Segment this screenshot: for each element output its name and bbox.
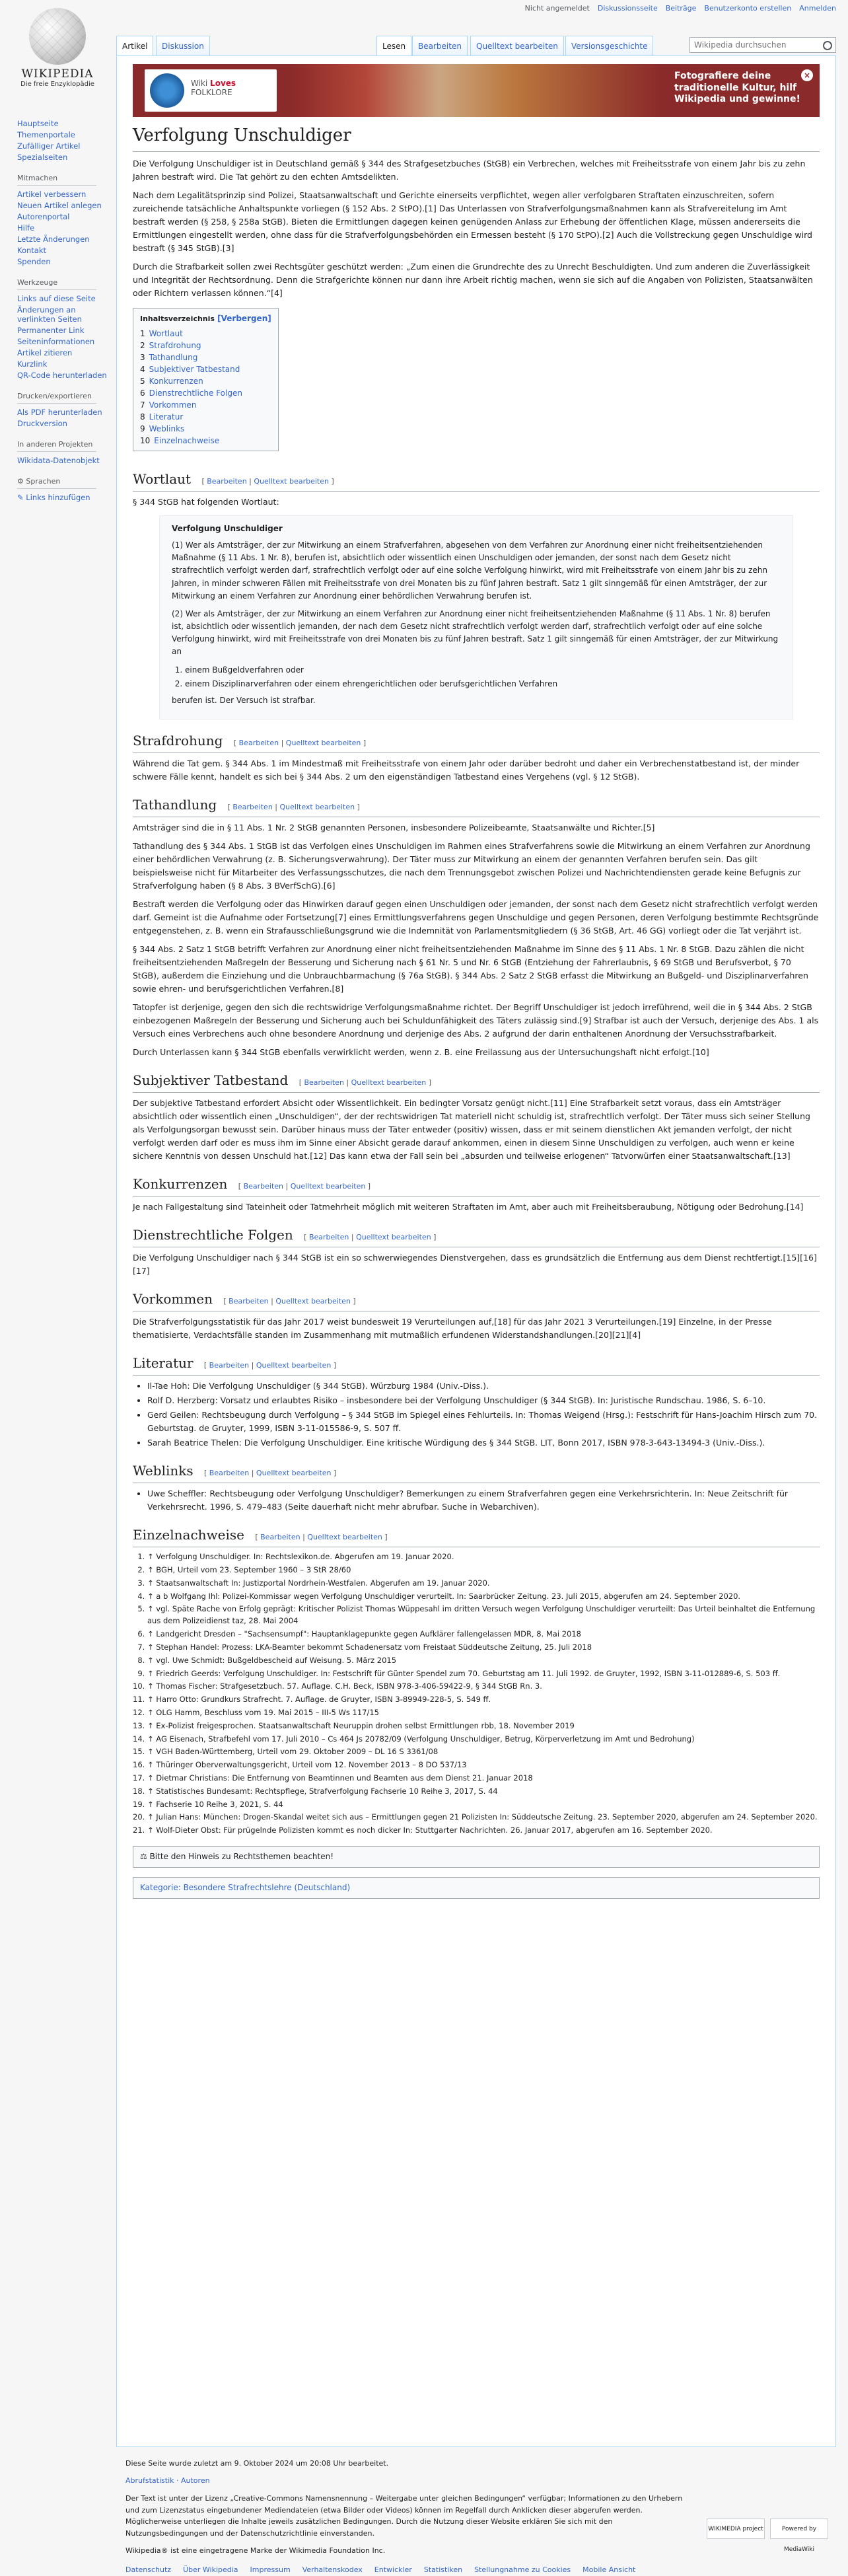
toc-entry-number: 3 xyxy=(140,352,145,362)
wikipedia-logo[interactable] xyxy=(15,8,100,88)
law-abs-1: (1) Wer als Amtsträger, der zur Mitwirkung an einem Strafverfahren, abgesehen von dem Verfahren zur Anordnung einer nicht freiheitsentziehenden Maßnahme (§ 11 Abs. 1 Nr. 8), berufen ist, absichtlich oder wissentlich einen Unschuldigen oder jemanden, der sonst nach dem Gesetz nicht strafrechtlich verfolgt werden darf, strafrechtlich verfolgt oder auf eine solche Verfolgung hinwirkt, wird mit Freiheitsstrafe von einem Jahr bis zu zehn Jahren, in minder schweren Fällen mit Freiheitsstrafe von drei Monaten bis zu fünf Jahren bestraft. Satz 1 gilt sinngemäß für einen Amtsträger, der zur Mitwirkung an einem Verfahren zur Anordnung einer behördlichen Verwahrung berufen ist. xyxy=(172,540,767,601)
sidebar-item-wikidata[interactable]: Wikidata-Datenobjekt xyxy=(17,456,100,465)
sidebar-divider xyxy=(17,289,96,290)
list-item: • Rolf D. Herzberg: Vorsatz und erlaubtes Risiko – insbesondere bei der Verfolgung Unschuldiger (§ 344 StGB). In: Juristische Rundschau. 1986, S. 6–10. xyxy=(147,1394,820,1407)
toc-entry-number: 8 xyxy=(140,412,145,422)
sidebar-divider xyxy=(17,451,96,452)
banner-folklore: FOLKLORE xyxy=(191,88,232,98)
not-logged-in-label: Nicht angemeldet xyxy=(524,4,590,13)
section-edit-links: [ Bearbeiten | Quelltext bearbeiten ] xyxy=(299,1078,432,1087)
reference-item[interactable]: 18. ↑ Statistisches Bundesamt: Rechtspflege, Strafverfolgung Fachserie 10 Reihe 3, 2017, S. 44 xyxy=(147,1786,820,1798)
list-item: 1. einem Bußgeldverfahren oder xyxy=(185,664,781,677)
tab-lesen[interactable]: Lesen xyxy=(376,36,411,55)
sidebar-divider xyxy=(17,185,96,186)
law-list xyxy=(185,664,781,690)
edit-source-link[interactable]: Quelltext bearbeiten xyxy=(256,1361,332,1370)
law-quote-title: Verfolgung Unschuldiger xyxy=(172,523,283,533)
toc-entry[interactable] xyxy=(140,387,271,399)
section-heading-dienst xyxy=(133,1224,820,1247)
edit-source-link[interactable]: Quelltext bearbeiten xyxy=(256,1469,332,1478)
reference-item[interactable]: 12. ↑ OLG Hamm, Beschluss vom 19. Mai 2015 – III-5 Ws 117/15 xyxy=(147,1707,820,1719)
edit-link[interactable]: Bearbeiten xyxy=(304,1078,344,1087)
list-item: 2. einem Disziplinarverfahren oder einem ehrengerichtlichen oder berufsgerichtlichen Verfahren xyxy=(185,678,781,690)
tab-quelltext[interactable]: Quelltext bearbeiten xyxy=(470,36,564,55)
toc-entry-number: 9 xyxy=(140,423,145,433)
create-account-link[interactable]: Benutzerkonto erstellen xyxy=(704,4,792,13)
footer-link[interactable]: Statistiken xyxy=(423,2565,463,2575)
toc-entry[interactable] xyxy=(140,328,271,340)
list-item: • Sarah Beatrice Thelen: Die Verfolgung Unschuldiger. Eine kritische Würdigung des § 344 StGB. LIT, Bonn 2017, ISBN 978-3-643-13494-3 (Univ.-Diss.). xyxy=(147,1436,820,1450)
tathandlung-paragraph: Tatopfer ist derjenige, gegen den sich die rechtswidrige Verfolgungsmaßnahme richtet. Der Begriff Unschuldiger ist jedoch irreführend, weil die in § 344 Abs. 2 StGB einbezogenen Maßregeln der Besserung und Sicherung auch bei Schuldunfähigkeit des Täters zulässig sind.[9] Strafbar ist auch der Versuch, derjenige des Abs. 1 als Versuch eines Verbrechens auch ohne besondere Anordnung und derjenige des Abs. 2 aufgrund der darin enthaltenen Anordnung der Versuchsstrafbarkeit. xyxy=(133,1002,819,1039)
section-heading-literatur xyxy=(133,1352,820,1376)
literatur-list xyxy=(147,1380,820,1450)
footer-link[interactable]: Datenschutz xyxy=(125,2565,172,2575)
sidebar-heading-mitmachen: Mitmachen xyxy=(17,174,58,182)
tathandlung-paragraph: Amtsträger sind die in § 11 Abs. 1 Nr. 2 StGB genannten Personen, insbesondere Polizeibeamte, Staatsanwälte und Richter.[5] xyxy=(133,823,655,833)
sidebar-nav xyxy=(17,119,115,162)
section-edit-links: [ Bearbeiten | Quelltext bearbeiten ] xyxy=(238,1182,371,1191)
banner-wiki: Wiki xyxy=(191,79,208,88)
sidebar-heading-werkzeuge: Werkzeuge xyxy=(17,278,58,287)
reference-item[interactable]: 6. ↑ Landgericht Dresden – "Sachsensumpf": Hauptanklagepunkte gegen Aufklärer fallengelassen MDR, 8. Mai 2018 xyxy=(147,1629,820,1640)
toc-entry[interactable] xyxy=(140,435,271,447)
sidebar-item-aenderungen-verlinkt[interactable]: Änderungen an verlinkten Seiten xyxy=(17,305,82,324)
section-heading-einzelnachweise xyxy=(133,1524,820,1547)
edit-link[interactable]: Bearbeiten xyxy=(243,1182,284,1191)
contributions-link[interactable]: Beiträge xyxy=(665,4,697,13)
toc-entry-number: 4 xyxy=(140,364,145,374)
section-edit-links: [ Bearbeiten | Quelltext bearbeiten ] xyxy=(223,1297,356,1306)
reference-item[interactable]: 5. ↑ vgl. Späte Rache von Erfolg geprägt: Kritischer Polizist Thomas Wüppesahl im dritten Versuch wegen Verfolgung Unschuldiger verurteilt: Das Urteil beinhaltet die Entfernung aus dem Polizeidienst taz, 28. Mai 2004 xyxy=(147,1603,820,1627)
toc-entry-number: 10 xyxy=(140,435,151,445)
edit-pencil-icon: ✎ xyxy=(17,493,26,502)
tathandlung-paragraph: Tathandlung des § 344 Abs. 1 StGB ist das Verfolgen eines Unschuldigen im Rahmen eines Strafverfahrens sowie die Mitwirkung an einem Verfahren zur Anordnung einer behördlichen Verwahrung (z. B. Sicherungsverwahrung). Der Täter muss zur Mitwirkung an einem der genannten Verfahren berufen sein. Das gilt beispielsweise nicht für Mitarbeiter des Verfassungsschutzes, die nach dem Trennungsgebot zwischen Polizei und Nachrichtendiensten gerade keine Befugnis zur Strafverfolgung haben (§ 8 Abs. 3 BVerfSchG).[6] xyxy=(133,841,810,891)
wiki-puzzle-icon xyxy=(150,73,184,108)
footer-authors-link[interactable]: Abrufstatistik · Autoren xyxy=(125,2476,210,2485)
toc-entry-link[interactable]: Einzelnachweise xyxy=(154,435,220,445)
weblinks-list xyxy=(147,1487,820,1514)
section-heading-tathandlung xyxy=(133,794,820,817)
edit-source-link[interactable]: Quelltext bearbeiten xyxy=(275,1297,351,1306)
tathandlung-paragraph: Durch Unterlassen kann § 344 StGB ebenfalls verwirklicht werden, wenn z. B. eine Freilassung aus der Untersuchungshaft nicht erfolgt.[10] xyxy=(133,1047,709,1058)
section-title: Konkurrenzen xyxy=(133,1176,228,1193)
edit-source-link[interactable]: Quelltext bearbeiten xyxy=(307,1533,382,1542)
section-heading-strafdrohung xyxy=(133,730,820,753)
section-edit-links: [ Bearbeiten | Quelltext bearbeiten ] xyxy=(233,739,367,748)
reference-item[interactable]: 21. ↑ Wolf-Dieter Obst: Für prügelnde Polizisten kommt es noch dicker In: Stuttgarter Nachrichten. 26. Januar 2017, abgerufen am 16. September 2020. xyxy=(147,1825,820,1837)
sidebar-divider xyxy=(17,403,96,404)
intro-paragraph-1: Die Verfolgung Unschuldiger ist in Deutschland gemäß § 344 des Strafgesetzbuches (StGB) ein Verbrechen, welches mit Freiheitsstrafe von einem Jahr bis zu zehn Jahren bestraft wird. Die Tat gehört zu den echten Amtsdelikten. xyxy=(133,158,806,182)
footer-license: Der Text ist unter der Lizenz „Creative-Commons Namensnennung – Weitergabe unter gleichen Bedingungen“ verfügbar; Informationen zu den Urhebern und zum Lizenzstatus eingebundener Mediendateien (etwa Bilder oder Videos) können im Regelfall durch Anklicken dieser abgerufen werden. Möglicherweise unterliegen die Inhalte jeweils zusätzlichen Bedingungen. Durch die Nutzung dieser Website erklären Sie sich mit den Nutzungsbedingungen und der Datenschutzrichtlinie einverstanden. xyxy=(125,2494,683,2538)
list-item: • Il-Tae Hoh: Die Verfolgung Unschuldiger (§ 344 StGB). Würzburg 1984 (Univ.-Diss.). xyxy=(147,1380,820,1393)
gear-icon[interactable]: ⚙ xyxy=(17,477,26,486)
reference-item[interactable]: 19. ↑ Fachserie 10 Reihe 3, 2021, S. 44 xyxy=(147,1799,820,1811)
section-heading-vorkommen xyxy=(133,1288,820,1311)
sidebar-sprachen xyxy=(17,477,115,502)
section-edit-links: [ Bearbeiten | Quelltext bearbeiten ] xyxy=(203,1469,337,1478)
sidebar-item-zitieren[interactable]: Artikel zitieren xyxy=(17,348,73,357)
toc-entry[interactable] xyxy=(140,351,271,363)
edit-link[interactable]: Bearbeiten xyxy=(229,1297,269,1306)
section-edit-links: [ Bearbeiten | Quelltext bearbeiten ] xyxy=(304,1233,437,1242)
toc-entry-link[interactable]: Wortlaut xyxy=(149,328,183,338)
toc-entry[interactable] xyxy=(140,411,271,423)
section-edit-links: [ Bearbeiten | Quelltext bearbeiten ] xyxy=(201,476,334,486)
section-edit-links: [ Bearbeiten | Quelltext bearbeiten ] xyxy=(203,1361,337,1370)
article-content xyxy=(116,55,836,2447)
edit-link[interactable]: Bearbeiten xyxy=(209,1469,250,1478)
reference-item[interactable]: 2. ↑ BGH, Urteil vom 23. September 1960 – 3 StR 28/60 xyxy=(147,1564,820,1576)
logo-wordmark: WIKIPEDIA xyxy=(21,67,94,81)
sidebar-werkzeuge xyxy=(17,278,115,380)
section-edit-links: [ Bearbeiten | Quelltext bearbeiten ] xyxy=(227,803,360,812)
toc-entry-link[interactable]: Dienstrechtliche Folgen xyxy=(149,388,242,398)
strafdrohung-paragraph: Während die Tat gem. § 344 Abs. 1 im Mindestmaß mit Freiheitsstrafe von einem Jahr oder darüber bedroht und daher ein Verbrechenstatbestand ist, der minder schwere Fälle kennt, handelt es sich bei § 344 Abs. 2 um den eigenständigen Tatbestand eines Vergehens (vgl. § 12 StGB). xyxy=(133,758,800,782)
footer-links xyxy=(125,2564,828,2576)
section-title: Einzelnachweise xyxy=(133,1527,244,1543)
toc-title-label: Inhaltsverzeichnis xyxy=(140,314,215,323)
tab-artikel[interactable]: Artikel xyxy=(116,36,153,55)
reference-item[interactable]: 1. ↑ Verfolgung Unschuldiger. In: Rechtslexikon.de. Abgerufen am 19. Januar 2020. xyxy=(147,1551,820,1563)
reference-item[interactable]: 9. ↑ Friedrich Geerds: Verfolgung Unschuldiger. In: Festschrift für Günter Spendel zum 70. Geburtstag am 11. Juli 1992. de Gruyter, 1992, ISBN 3-11-012889-6, S. 503 ff. xyxy=(147,1668,820,1680)
edit-link[interactable]: Bearbeiten xyxy=(260,1533,300,1542)
sidebar-item-kurzlink[interactable]: Kurzlink xyxy=(17,359,48,369)
reference-item[interactable]: 4. ↑ a b Wolfgang Ihl: Polizei-Kommissar wegen Verfolgung Unschuldiger verurteilt. In: Saarbrücker Zeitung. 23. Juli 2015, abgerufen am 24. September 2020. xyxy=(147,1591,820,1603)
toc-entry-number: 2 xyxy=(140,340,145,350)
sidebar-item-anlegen[interactable]: Neuen Artikel anlegen xyxy=(17,201,102,210)
section-title: Weblinks xyxy=(133,1463,194,1479)
section-heading-weblinks xyxy=(133,1460,820,1483)
sidebar-projekte xyxy=(17,440,115,465)
subjektiv-paragraph: Der subjektive Tatbestand erfordert Absicht oder Wissentlichkeit. Ein bedingter Vorsatz genügt nicht.[11] Eine Strafbarkeit setzt voraus, dass ein Amtsträger absichtlich oder wissentlich einen „Unschuldigen“, der der rechtswidrigen Tat materiell nicht schuldig ist, strafrechtlich verfolgt. Der Täter muss sich seiner Stellung als Verfolgungsorgan bewusst sein. Darüber hinaus muss der Täter entweder (positiv) wissen, dass er mit seinem dienstlichen Akt jemanden verfolgt, der nicht verfolgt werden darf oder es muss ihm im Sinne einer Absicht gerade darauf ankommen, einen in diesem Sinne Unschuldigen zu verfolgen, auch wenn er keine sichere Kenntnis von dessen Unschuld hat.[12] Das kann etwa der Fall sein bei „absurden und teilweise erlogenen“ Tatvorwürfen einer Staatsanwaltschaft.[13] xyxy=(133,1098,810,1161)
section-title: Subjektiver Tatbestand xyxy=(133,1072,289,1089)
wiki-loves-folklore-banner[interactable] xyxy=(133,64,820,117)
table-of-contents xyxy=(133,308,279,451)
sidebar-item-spenden[interactable]: Spenden xyxy=(17,257,51,266)
section-title: Dienstrechtliche Folgen xyxy=(133,1227,293,1243)
category-box xyxy=(133,1877,820,1899)
toc-entry[interactable] xyxy=(140,363,271,375)
legal-notice-text[interactable]: Bitte den Hinweis zu Rechtsthemen beachten! xyxy=(149,1852,334,1862)
sidebar-item-spezialseiten[interactable]: Spezialseiten xyxy=(17,153,68,162)
sidebar-heading-druck: Drucken/exportieren xyxy=(17,392,92,400)
wortlaut-intro: § 344 StGB hat folgenden Wortlaut: xyxy=(133,496,279,507)
page-title: Verfolgung Unschuldiger xyxy=(133,122,820,152)
toc-entry[interactable] xyxy=(140,399,271,411)
footer-link[interactable]: Über Wikipedia xyxy=(183,2565,238,2575)
sidebar-item-zufall[interactable]: Zufälliger Artikel xyxy=(17,141,81,151)
sidebar-item-pdf[interactable]: Als PDF herunterladen xyxy=(17,408,102,417)
sidebar-item-links-hinzufuegen[interactable] xyxy=(17,493,115,502)
toc-entry-number: 5 xyxy=(140,376,145,386)
footer-link[interactable]: Entwickler xyxy=(374,2565,412,2575)
edit-source-link[interactable]: Quelltext bearbeiten xyxy=(285,739,361,748)
reference-item[interactable]: 13. ↑ Ex-Polizist freigesprochen. Staatsanwaltschaft Neuruppin drohen selbst Ermittlungen rbb, 18. November 2019 xyxy=(147,1720,820,1732)
mediawiki-badge[interactable]: Powered by MediaWiki xyxy=(770,2519,828,2539)
section-title: Tathandlung xyxy=(133,797,217,813)
banner-loves: Loves xyxy=(210,79,236,88)
reference-item[interactable]: 3. ↑ Staatsanwaltschaft In: Justizportal Nordrhein-Westfalen. Abgerufen am 19. Januar 2020. xyxy=(147,1578,820,1590)
sidebar xyxy=(17,119,115,514)
discussion-link[interactable]: Diskussionsseite xyxy=(597,4,658,13)
toc-entry-link[interactable]: Strafdrohung xyxy=(149,340,201,350)
reference-item[interactable]: 15. ↑ VGH Baden-Württemberg, Urteil vom 29. Oktober 2009 – DL 16 S 3361/08 xyxy=(147,1746,820,1758)
law-quote xyxy=(159,515,793,719)
footer-link[interactable]: Mobile Ansicht xyxy=(583,2565,636,2575)
toc-entry-number: 1 xyxy=(140,328,145,338)
edit-source-link[interactable]: Quelltext bearbeiten xyxy=(254,476,329,486)
logo-tagline: Die freie Enzyklopädie xyxy=(20,81,94,88)
section-heading-wortlaut xyxy=(133,468,820,492)
reference-item[interactable]: 17. ↑ Dietmar Christians: Die Entfernung von Beamtinnen und Beamten aus dem Dienst 21. Januar 2018 xyxy=(147,1773,820,1785)
banner-logo-text xyxy=(191,79,236,98)
sidebar-divider xyxy=(17,488,96,489)
reference-item[interactable]: 14. ↑ AG Eisenach, Strafbefehl vom 17. Juli 2010 – Cs 464 Js 20782/09 (Verfolgung Unschuldiger, Betrug, Körperverletzung im Amt und Bedrohung) xyxy=(147,1734,820,1746)
sidebar-mitmachen xyxy=(17,174,115,266)
toc-entry-number: 7 xyxy=(140,400,145,410)
toc-toggle-button[interactable]: [Verbergen] xyxy=(217,313,271,323)
sidebar-item-links-hierher[interactable]: Links auf diese Seite xyxy=(17,294,96,303)
section-title: Vorkommen xyxy=(133,1291,213,1307)
law-abs-2: (2) Wer als Amtsträger, der zur Mitwirkung an einem Verfahren zur Anordnung einer nicht freiheitsentziehenden Maßnahme (§ 11 Abs. 1 Nr. 8) berufen ist, absichtlich oder wissentlich jemanden, der nach dem Gesetz nicht strafrechtlich verfolgt werden darf, strafrechtlich verfolgt oder auf eine solche Verfolgung hinwirkt, wird mit Freiheitsstrafe von drei Monaten bis zu fünf Jahren bestraft. Satz 1 gilt sinngemäß für einen Amtsträger, der zur Mitwirkung an xyxy=(172,608,779,657)
footer-last-edit: Diese Seite wurde zuletzt am 9. Oktober 2024 um 20:08 Uhr bearbeitet. xyxy=(125,2459,389,2468)
sidebar-druck xyxy=(17,392,115,428)
toc-title xyxy=(140,313,271,325)
reference-item[interactable]: 7. ↑ Stephan Handel: Prozess: LKA-Beamter bekommt Schadenersatz vom Freistaat Süddeutsche Zeitung, 25. Juli 2018 xyxy=(147,1642,820,1654)
edit-link[interactable]: Bearbeiten xyxy=(232,803,273,812)
footer xyxy=(125,2458,828,2576)
toc-entry-link[interactable]: Weblinks xyxy=(149,423,185,433)
footer-link[interactable]: Verhaltenskodex xyxy=(302,2565,363,2575)
edit-source-link[interactable]: Quelltext bearbeiten xyxy=(351,1078,427,1087)
sidebar-item-qr-code[interactable]: QR-Code herunterladen xyxy=(17,371,107,380)
law-tail: berufen ist. Der Versuch ist strafbar. xyxy=(172,696,316,706)
reference-item[interactable]: 11. ↑ Harro Otto: Grundkurs Strafrecht. 7. Auflage. de Gruyter, ISBN 3-89949-228-5, S. 549 ff. xyxy=(147,1694,820,1706)
toc-entry-link[interactable]: Konkurrenzen xyxy=(149,376,203,386)
edit-link[interactable]: Bearbeiten xyxy=(238,739,279,748)
legal-notice xyxy=(133,1846,820,1868)
list-item[interactable]: • Uwe Scheffler: Rechtsbeugung oder Verfolgung Unschuldiger? Bemerkungen zu einem Strafverfahren gegen eine Verkehrsrichterin. In: Neue Zeitschrift für Verkehrsrecht. 1996, S. 479–483 (Seite dauerhaft nicht mehr abrufbar. Suche in Webarchiven). xyxy=(147,1487,820,1514)
intro-paragraph-3: Durch die Strafbarkeit sollen zwei Rechtsgüter geschützt werden: „Zum einen die Grundrechte des zu Unrecht Beschuldigten. Und zum anderen die Zuverlässigkeit und Integrität der Rechtsordnung. Denn die Strafgerichte können nur dann ihre Arbeit richtig machen, wenn sie sich auf die Angaben von Polizisten, Staatsanwälten oder Richtern verlassen können.“[4] xyxy=(133,261,813,298)
search-icon[interactable] xyxy=(823,41,832,50)
wikipedia-globe-icon xyxy=(29,8,86,65)
section-heading-konkurrenzen xyxy=(133,1173,820,1196)
sidebar-item-themenportale[interactable]: Themenportale xyxy=(17,130,75,139)
intro-paragraph-2: Nach dem Legalitätsprinzip sind Polizei, Staatsanwaltschaft und Gerichte einerseits verpflichtet, wegen aller verfolgbaren Straftaten einzuschreiten, sofern zureichende tatsächliche Anhaltspunkte vorliegen (§ 152 Abs. 2 StPO).[1] Das Unterlassen von Strafverfolgungsmaßnahmen kann als Strafvereitelung im Amt bestraft werden (§ 258, § 258a StGB). Bieten die Ermittlungen dagegen keinen genügenden Anlass zur Erhebung der öffentlichen Klage, müssen andererseits die Ermittlungen eingestellt werden, ohne dass für die Strafverfolgungsbehörden ein Ermessen besteht (§ 170 StPO).[2] Auch die Vollstreckung gegen Unschuldige wird bestraft (§ 345 StGB).[3] xyxy=(133,190,812,253)
page-tabs xyxy=(116,29,836,55)
tab-versionen[interactable]: Versionsgeschichte xyxy=(565,36,653,55)
list-item: • Gerd Geilen: Rechtsbeugung durch Verfolgung – § 344 StGB im Spiegel eines Fehlurteils. In: Thomas Weigend (Hrsg.): Festschrift für Hans-Joachim Hirsch zum 70. Geburtstag. de Gruyter, 1999, ISBN 3-11-015586-9, S. 507 ff. xyxy=(147,1409,820,1435)
login-link[interactable]: Anmelden xyxy=(799,4,836,13)
tab-diskussion[interactable]: Diskussion xyxy=(156,36,210,55)
toc-entry-number: 6 xyxy=(140,388,145,398)
wikimedia-badge[interactable]: WIKIMEDIA project xyxy=(707,2519,765,2539)
toc-entry[interactable] xyxy=(140,340,271,351)
konkurrenzen-paragraph: Je nach Fallgestaltung sind Tateinheit oder Tatmehrheit möglich mit weiteren Straftaten im Amt, aber auch mit Freiheitsberaubung, Nötigung oder Bedrohung.[14] xyxy=(133,1202,804,1212)
tab-bearbeiten[interactable]: Bearbeiten xyxy=(412,36,468,55)
sidebar-item-verbessern[interactable]: Artikel verbessern xyxy=(17,190,87,199)
references-list xyxy=(147,1551,820,1837)
banner-photo xyxy=(291,64,661,117)
toc-entry-link[interactable]: Subjektiver Tatbestand xyxy=(149,364,240,374)
toc-entry[interactable] xyxy=(140,423,271,435)
tathandlung-paragraph: Bestraft werden die Verfolgung oder das Hinwirken darauf gegen einen Unschuldigen oder jemanden, der sonst nach dem Gesetz nicht strafrechtlich verfolgt werden darf. Gemeint ist die Aufnahme oder Fortsetzung[7] eines Ermittlungsverfahrens gegen Unschuldige und gegen Personen, deren Verfolgung bestimmte Rechtsgründe entgegenstehen, z. B. wenn ein Strafausschließungsgrund wie die Indemnität von Parlamentsmitgliedern (§ 36 StGB, Art. 46 GG) vorliegt oder die Tat verjährt ist. xyxy=(133,899,819,936)
edit-link[interactable]: Bearbeiten xyxy=(308,1233,349,1242)
footer-link[interactable]: Impressum xyxy=(250,2565,291,2575)
sidebar-item-permanenter-link[interactable]: Permanenter Link xyxy=(17,326,85,335)
section-title: Wortlaut xyxy=(133,470,192,487)
edit-link[interactable]: Bearbeiten xyxy=(207,476,247,486)
toc-entry[interactable] xyxy=(140,375,271,387)
section-edit-links: [ Bearbeiten | Quelltext bearbeiten ] xyxy=(255,1533,388,1542)
tathandlung-paragraph: § 344 Abs. 2 Satz 1 StGB betrifft Verfahren zur Anordnung einer nicht freiheitsentziehenden Maßnahme im Sinne des § 11 Abs. 1 Nr. 8 StGB. Dazu zählen die nicht freiheitsentziehenden Maßregeln der Besserung und Sicherung nach § 61 Nr. 5 und Nr. 6 StGB (Entziehung der Fahrerlaubnis, § 69 StGB und Berufsverbot, § 70 StGB), außerdem die Einziehung und die Unbrauchbarmachung (§ 76a StGB). § 344 Abs. 2 Satz 2 StGB erfasst die Mitwirkung an Bußgeld- und Disziplinarverfahren sowie ehren- und berufsgerichtlichen Verfahren.[8] xyxy=(133,944,808,994)
sidebar-heading-projekte: In anderen Projekten xyxy=(17,440,93,449)
sidebar-item-kontakt[interactable]: Kontakt xyxy=(17,246,47,255)
search-input[interactable] xyxy=(689,37,836,53)
dienst-paragraph: Die Verfolgung Unschuldiger nach § 344 StGB ist ein so schwerwiegendes Dienstvergehen, dass es grundsätzlich die Entfernung aus dem Dienst rechtfertigt.[15][16][17] xyxy=(133,1253,817,1276)
personal-tools xyxy=(525,4,836,13)
sidebar-item-hauptseite[interactable]: Hauptseite xyxy=(17,119,59,128)
sidebar-item-seiteninformationen[interactable]: Seiteninformationen xyxy=(17,337,95,346)
sidebar-item-letzte-aenderungen[interactable]: Letzte Änderungen xyxy=(17,235,90,244)
section-heading-subjektiv xyxy=(133,1070,820,1093)
toc-entry-link[interactable]: Tathandlung xyxy=(149,352,198,362)
edit-source-link[interactable]: Quelltext bearbeiten xyxy=(356,1233,431,1242)
footer-badges xyxy=(707,2519,828,2553)
footer-trademark: Wikipedia® ist eine eingetragene Marke der Wikimedia Foundation Inc. xyxy=(125,2546,386,2555)
sidebar-heading-sprachen xyxy=(17,477,115,486)
close-icon[interactable]: × xyxy=(801,69,813,81)
links-hinzufuegen-label: Links hinzufügen xyxy=(26,493,90,502)
reference-item[interactable]: 10. ↑ Thomas Fischer: Strafgesetzbuch. 57. Auflage. C.H. Beck, ISBN 978-3-406-59422-9, § 344 StGB Rn. 3. xyxy=(147,1681,820,1693)
vorkommen-paragraph: Die Strafverfolgungsstatistik für das Jahr 2017 weist bundesweit 19 Verurteilungen auf,[18] für das Jahr 2021 3 Verurteilungen.[19] Einzelne, in der Presse thematisierte, Verdachtsfälle standen im Zusammenhang mit mutmaßlich erfundenen Widerstandshandlungen.[20][21][4] xyxy=(133,1317,772,1341)
sidebar-item-autorenportal[interactable]: Autorenportal xyxy=(17,212,70,221)
sprachen-label: Sprachen xyxy=(26,477,61,486)
reference-item[interactable]: 20. ↑ Julian Hans: München: Drogen-Skandal weitet sich aus – Ermittlungen gegen 21 Polizisten In: Süddeutsche Zeitung. 23. September 2020, abgerufen am 24. September 2020. xyxy=(147,1812,820,1823)
sidebar-item-hilfe[interactable]: Hilfe xyxy=(17,223,35,233)
section-title: Strafdrohung xyxy=(133,733,223,749)
banner-message: Fotografiere deine traditionelle Kultur, hilf Wikipedia und gewinne! xyxy=(674,71,800,104)
toc-entry-link[interactable]: Literatur xyxy=(149,412,184,422)
edit-source-link[interactable]: Quelltext bearbeiten xyxy=(290,1182,366,1191)
banner-logo xyxy=(145,69,277,112)
scales-icon: ⚖ xyxy=(140,1852,150,1862)
section-title: Literatur xyxy=(133,1355,194,1372)
sidebar-item-druckversion[interactable]: Druckversion xyxy=(17,419,67,428)
reference-item[interactable]: 8. ↑ vgl. Uwe Schmidt: Bußgeldbescheid auf Weisung. 5. März 2015 xyxy=(147,1655,820,1667)
edit-link[interactable]: Bearbeiten xyxy=(209,1361,250,1370)
footer-link[interactable]: Stellungnahme zu Cookies xyxy=(474,2565,571,2575)
category-link[interactable]: Kategorie: Besondere Strafrechtslehre (Deutschland) xyxy=(140,1883,351,1893)
reference-item[interactable]: 16. ↑ Thüringer Oberverwaltungsgericht, Urteil vom 12. November 2013 – 8 DO 537/13 xyxy=(147,1759,820,1771)
edit-source-link[interactable]: Quelltext bearbeiten xyxy=(279,803,355,812)
toc-entry-link[interactable]: Vorkommen xyxy=(149,400,197,410)
